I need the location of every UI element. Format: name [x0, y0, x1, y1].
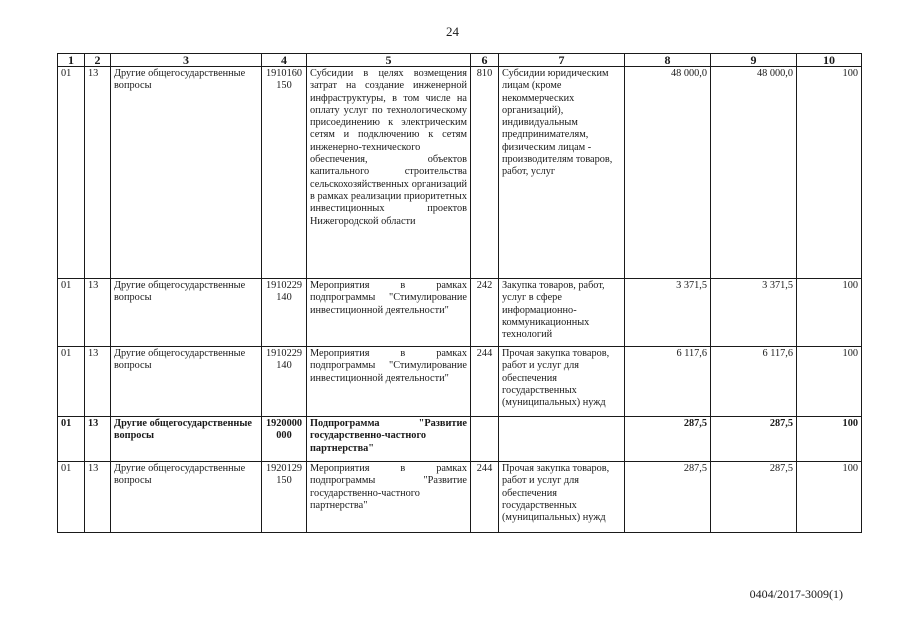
header-col-5: 5 — [307, 54, 471, 67]
table-row — [58, 462, 862, 533]
header-col-1: 1 — [58, 54, 85, 67]
section-code: 01 — [58, 279, 85, 347]
section-code: 01 — [58, 462, 85, 533]
amount-planned: 287,5 — [625, 462, 711, 533]
execution-percent: 100 — [797, 417, 862, 462]
section-name: Другие общегосударственные вопросы — [111, 347, 262, 417]
header-col-3: 3 — [111, 54, 262, 67]
expense-type-name: Прочая закупка товаров, работ и услуг для обеспечения государственных (муниципальных) нужд — [499, 462, 625, 533]
amount-planned: 48 000,0 — [625, 67, 711, 279]
target-article-code: 1910160 150 — [262, 67, 307, 279]
target-article-code: 1910229 140 — [262, 279, 307, 347]
execution-percent: 100 — [797, 347, 862, 417]
target-article-code: 1910229 140 — [262, 347, 307, 417]
amount-planned: 3 371,5 — [625, 279, 711, 347]
expense-type-code: 242 — [471, 279, 499, 347]
page-number: 24 — [446, 24, 459, 39]
table-row — [58, 279, 862, 347]
header-col-10: 10 — [797, 54, 862, 67]
subsection-code: 13 — [85, 347, 111, 417]
table-header-row — [58, 54, 862, 67]
header-col-2: 2 — [85, 54, 111, 67]
expense-type-name: Прочая закупка товаров, работ и услуг для обеспечения государственных (муниципальных) нужд — [499, 347, 625, 417]
execution-percent: 100 — [797, 462, 862, 533]
expense-type-code — [471, 417, 499, 462]
header-col-4: 4 — [262, 54, 307, 67]
budget-table — [57, 53, 862, 533]
header-col-7: 7 — [499, 54, 625, 67]
article-description: Мероприятия в рамках подпрограммы "Стимулирование инвестиционной деятельности" — [307, 347, 471, 417]
section-name: Другие общегосударственные вопросы — [111, 462, 262, 533]
subsection-code: 13 — [85, 417, 111, 462]
article-description: Подпрограмма "Развитие государственно-частного партнерства" — [307, 417, 471, 462]
document-code: 0404/2017-3009(1) — [749, 587, 843, 601]
header-col-8: 8 — [625, 54, 711, 67]
expense-type-name — [499, 417, 625, 462]
target-article-code: 1920000 000 — [262, 417, 307, 462]
section-name: Другие общегосударственные вопросы — [111, 279, 262, 347]
header-col-6: 6 — [471, 54, 499, 67]
execution-percent: 100 — [797, 67, 862, 279]
article-description: Мероприятия в рамках подпрограммы "Развитие государственно-частного партнерства" — [307, 462, 471, 533]
execution-percent: 100 — [797, 279, 862, 347]
article-description: Мероприятия в рамках подпрограммы "Стимулирование инвестиционной деятельности" — [307, 279, 471, 347]
section-code: 01 — [58, 347, 85, 417]
amount-executed: 6 117,6 — [711, 347, 797, 417]
amount-executed: 48 000,0 — [711, 67, 797, 279]
amount-planned: 6 117,6 — [625, 347, 711, 417]
section-name: Другие общегосударственные вопросы — [111, 67, 262, 279]
expense-type-code: 810 — [471, 67, 499, 279]
amount-executed: 287,5 — [711, 462, 797, 533]
table-row — [58, 347, 862, 417]
expense-type-name: Закупка товаров, работ, услуг в сфере информационно-коммуникационных технологий — [499, 279, 625, 347]
expense-type-name: Субсидии юридическим лицам (кроме некоммерческих организаций), индивидуальным предпринимателям, физическим лицам - производителям товаров, работ, услуг — [499, 67, 625, 279]
table-row-subprogram-total — [58, 417, 862, 462]
section-code: 01 — [58, 417, 85, 462]
target-article-code: 1920129 150 — [262, 462, 307, 533]
subsection-code: 13 — [85, 279, 111, 347]
section-code: 01 — [58, 67, 85, 279]
section-name: Другие общегосударственные вопросы — [111, 417, 262, 462]
header-col-9: 9 — [711, 54, 797, 67]
table-row — [58, 67, 862, 279]
expense-type-code: 244 — [471, 462, 499, 533]
article-description: Субсидии в целях возмещения затрат на создание инженерной инфраструктуры, в том числе на оплату услуг по технологическому присоединению к электрическим сетям и подключению к сетям инженерно-технического обеспечения, объектов капитального строительства сельскохозяйственных организаций в рамках реализации приоритетных инвестиционных проектов Нижегородской области — [307, 67, 471, 279]
expense-type-code: 244 — [471, 347, 499, 417]
amount-executed: 287,5 — [711, 417, 797, 462]
subsection-code: 13 — [85, 462, 111, 533]
subsection-code: 13 — [85, 67, 111, 279]
amount-executed: 3 371,5 — [711, 279, 797, 347]
amount-planned: 287,5 — [625, 417, 711, 462]
